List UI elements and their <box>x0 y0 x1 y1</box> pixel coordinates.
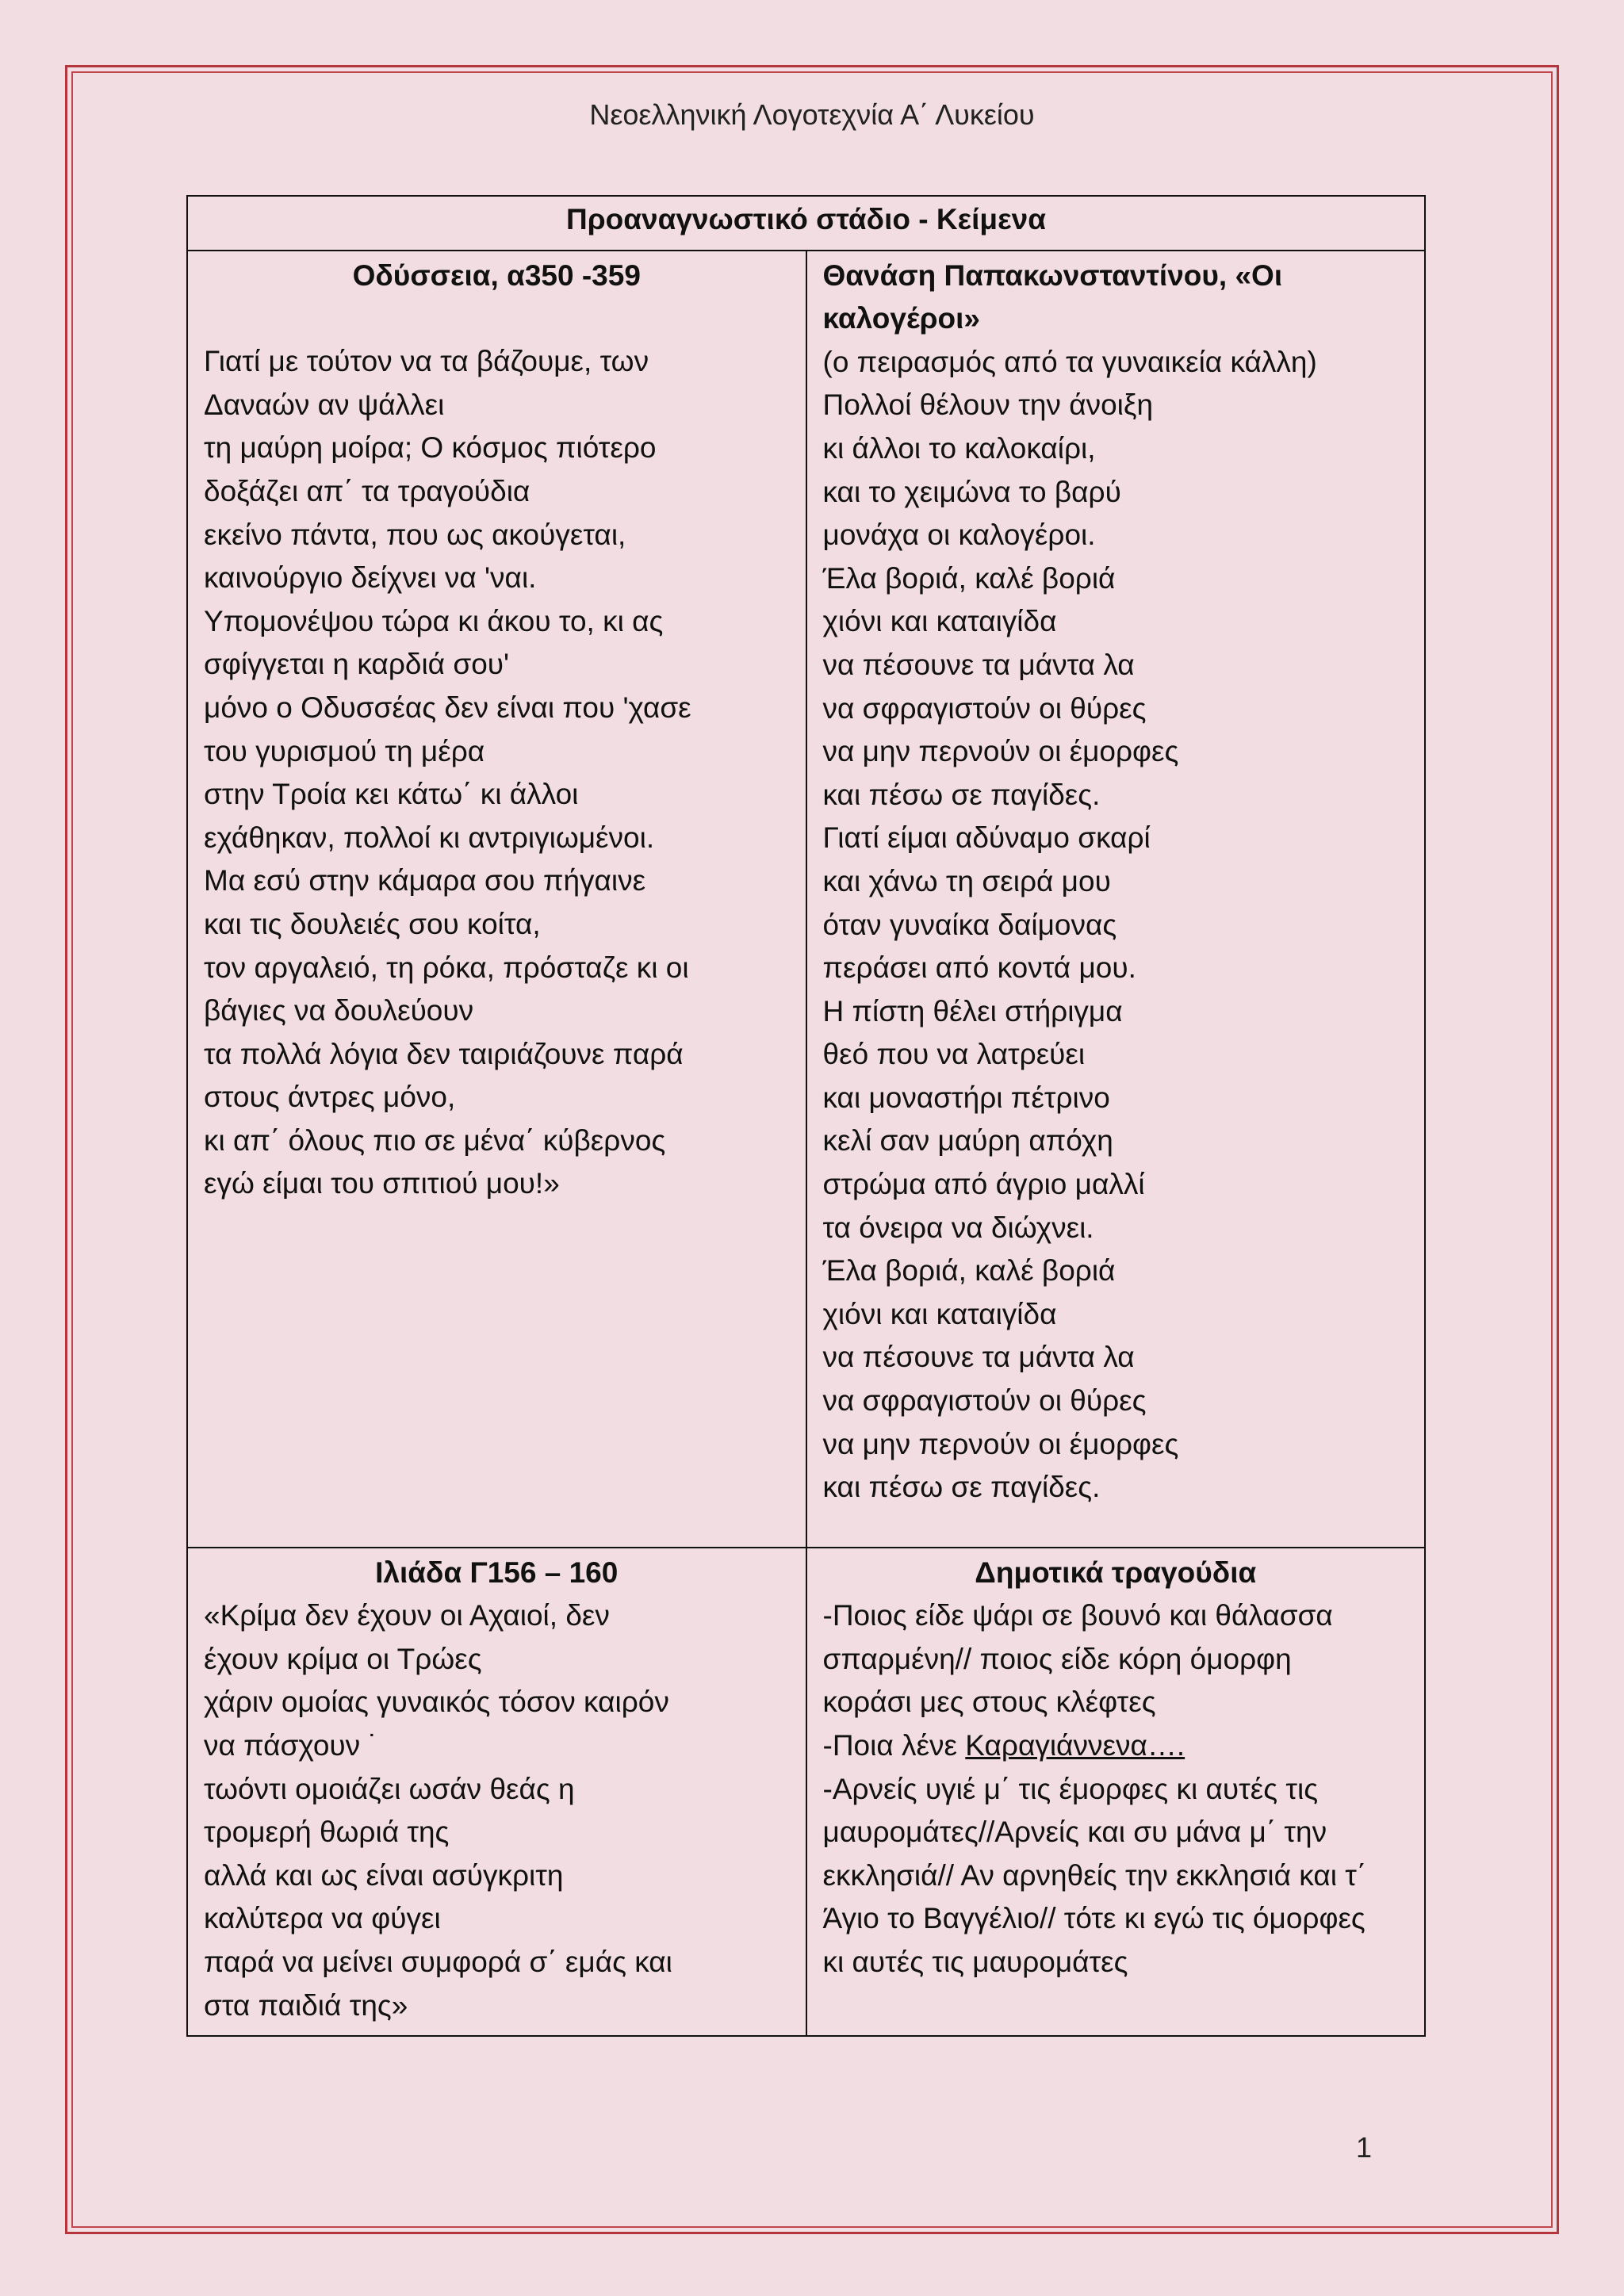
folk-line: κι αυτές τις μαυρομάτες <box>822 1945 1128 1978</box>
text-line: κελί σαν μαύρη απόχη <box>822 1124 1113 1158</box>
iliad-lines <box>204 1594 790 2027</box>
text-line: εγώ είμαι του σπιτιού μου!» <box>204 1167 560 1200</box>
text-line: σφίγγεται η καρδιά σου' <box>204 648 510 681</box>
text-line: και τις δουλειές σου κοίτα, <box>204 907 541 940</box>
text-line: του γυρισμού τη μέρα <box>204 734 485 767</box>
text-line: καινούργιο δείχνει να 'ναι. <box>204 561 537 595</box>
text-line: να πέσουνε τα μάντα λα <box>822 1341 1135 1374</box>
text-line: στα παιδιά της» <box>204 1988 408 2022</box>
text-line: τα πολλά λόγια δεν ταιριάζουνε παρά <box>204 1037 684 1070</box>
text-line: μονάχα οι καλογέροι. <box>822 519 1096 552</box>
folk-cell <box>806 1548 1426 2037</box>
folk-line: Άγιο το Βαγγέλιο// τότε κι εγώ τις όμορφες <box>822 1902 1365 1935</box>
text-line: Γιατί με τούτον να τα βάζουμε, των <box>204 345 649 378</box>
folk-line <box>823 1724 1409 1768</box>
text-line: Πολλοί θέλουν την άνοιξη <box>822 388 1154 422</box>
text-line: Έλα βοριά, καλέ βοριά <box>822 561 1116 595</box>
text-line: και χάνω τη σειρά μου <box>822 864 1111 897</box>
folk-line: -Αρνείς υγιέ μ΄ τις έμορφες κι αυτές τις <box>822 1772 1319 1805</box>
text-line: να σφραγιστούν οι θύρες <box>822 1384 1147 1418</box>
text-line: να πέσουνε τα μάντα λα <box>822 648 1135 681</box>
text-line: χιόνι και καταιγίδα <box>822 605 1057 638</box>
kalogeroi-cell <box>806 251 1426 1548</box>
text-line: να πάσχουν ˙ <box>204 1728 378 1762</box>
text-line: παρά να μείνει συμφορά σ΄ εμάς και <box>204 1945 672 1978</box>
text-line: (ο πειρασμός από τα γυναικεία κάλλη) <box>822 345 1317 378</box>
odyssey-lines <box>204 340 790 1206</box>
text-line: τη μαύρη μοίρα; Ο κόσμος πιότερο <box>204 431 657 465</box>
text-line: και μοναστήρι πέτρινο <box>822 1081 1110 1114</box>
text-line: τον αργαλειό, τη ρόκα, πρόσταζε κι οι <box>204 951 689 984</box>
folk-line: -Ποιος είδε ψάρι σε βουνό και θάλασσα <box>822 1599 1333 1632</box>
text-line: τρομερή θωριά της <box>204 1816 450 1849</box>
text-line: Έλα βοριά, καλέ βοριά <box>822 1254 1116 1288</box>
folk-line-prefix: -Ποια λένε <box>822 1728 966 1762</box>
text-line: κι άλλοι το καλοκαίρι, <box>822 431 1096 465</box>
text-line: θεό που να λατρεύει <box>822 1038 1086 1071</box>
text-line: καλύτερα να φύγει <box>204 1902 441 1935</box>
karagiannena-link[interactable]: Καραγιάννενα…. <box>965 1728 1185 1762</box>
folk-line: μαυρομάτες//Αρνείς και συ μάνα μ΄ την <box>822 1816 1327 1849</box>
text-line: περάσει από κοντά μου. <box>822 951 1136 985</box>
text-line: στρώμα από άγριο μαλλί <box>822 1168 1145 1201</box>
text-line: όταν γυναίκα δαίμονας <box>822 908 1117 941</box>
text-line: Γιατί είμαι αδύναμο σκαρί <box>822 821 1151 855</box>
text-line: κι απ΄ όλους πιο σε μένα΄ κύβερνος <box>204 1123 666 1157</box>
text-line: να σφραγιστούν οι θύρες <box>822 691 1147 725</box>
text-line: αλλά και ως είναι ασύγκριτη <box>204 1858 564 1892</box>
text-line: έχουν κρίμα οι Τρώες <box>204 1642 482 1675</box>
text-line: δοξάζει απ΄ τα τραγούδια <box>204 474 530 507</box>
text-line: στους άντρες μόνο, <box>204 1081 456 1114</box>
text-line: και το χειμώνα το βαρύ <box>822 475 1121 508</box>
folk-line: εκκλησιά// Αν αρνηθείς την εκκλησιά και τ΄ <box>822 1858 1367 1892</box>
folk-line: κοράσι μες στους κλέφτες <box>822 1686 1156 1719</box>
text-line: εκείνο πάντα, που ως ακούγεται, <box>204 518 626 551</box>
text-line: χάριν ομοίας γυναικός τόσον καιρόν <box>204 1686 669 1719</box>
text-line: Δαναών αν ψάλλει <box>204 388 445 421</box>
text-line: χιόνι και καταιγίδα <box>822 1297 1057 1330</box>
kalogeroi-title-line2: καλογέροι» <box>822 302 980 335</box>
text-line: εχάθηκαν, πολλοί κι αντριγιωμένοι. <box>204 821 655 854</box>
text-line: στην Τροία κει κάτω΄ κι άλλοι <box>204 778 579 811</box>
iliad-cell <box>187 1548 806 2037</box>
folk-title: Δημοτικά τραγούδια <box>975 1556 1257 1589</box>
kalogeroi-lines <box>823 341 1409 1510</box>
text-line: τωόντι ομοιάζει ωσάν θεάς η <box>204 1772 575 1805</box>
text-line: Η πίστη θέλει στήριγμα <box>822 994 1123 1027</box>
text-line: μόνο ο Οδυσσέας δεν είναι που 'χασε <box>204 691 691 724</box>
text-line: βάγιες να δουλεύουν <box>204 994 474 1027</box>
text-line: «Κρίμα δεν έχουν οι Αχαιοί, δεν <box>204 1599 610 1632</box>
text-line: τα όνειρα να διώχνει. <box>822 1211 1094 1244</box>
page-number: 1 <box>1356 2131 1373 2164</box>
page-header: Νεοελληνική Λογοτεχνία Α΄ Λυκείου <box>589 98 1035 131</box>
text-line: να μην περνούν οι έμορφες <box>822 735 1179 768</box>
iliad-title: Ιλιάδα Γ156 – 160 <box>375 1556 619 1589</box>
text-line: Υπομονέψου τώρα κι άκου το, κι ας <box>204 604 664 637</box>
folk-lines <box>823 1594 1409 1984</box>
kalogeroi-title-line1: Θανάση Παπακωνσταντίνου, «Οι <box>822 258 1283 292</box>
text-line: και πέσω σε παγίδες. <box>822 778 1101 811</box>
text-line: να μην περνούν οι έμορφες <box>822 1427 1179 1460</box>
odyssey-cell <box>187 251 806 1548</box>
text-line: Μα εσύ στην κάμαρα σου πήγαινε <box>204 864 646 897</box>
folk-line: σπαρμένη// ποιος είδε κόρη όμορφη <box>822 1642 1292 1675</box>
table-title: Προαναγνωστικό στάδιο - Κείμενα <box>187 196 1425 251</box>
text-line: και πέσω σε παγίδες. <box>822 1471 1101 1504</box>
texts-table <box>186 195 1426 2037</box>
odyssey-title: Οδύσσεια, α350 -359 <box>352 258 641 292</box>
